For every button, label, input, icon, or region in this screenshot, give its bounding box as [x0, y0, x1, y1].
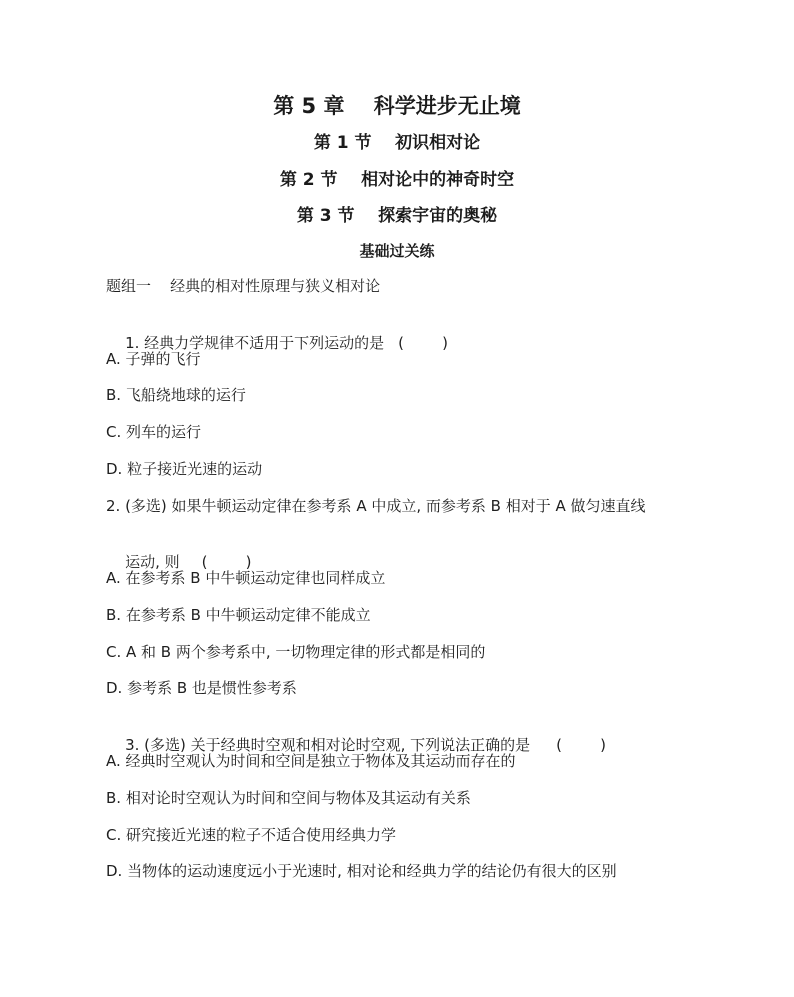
q1-option-d: D. 粒子接近光速的运动	[106, 460, 263, 478]
q1-option-c: C. 列车的运行	[106, 423, 202, 441]
practice-subtitle: 基础过关练	[359, 242, 435, 260]
q3-option-a: A. 经典时空观认为时间和空间是独立于物体及其运动而存在的	[106, 752, 516, 770]
q3-option-c: C. 研究接近光速的粒子不适合使用经典力学	[106, 826, 397, 844]
question-group-title: 题组一 经典的相对性原理与狭义相对论	[106, 277, 381, 295]
section-title-3: 第 3 节 探索宇宙的奥秘	[296, 206, 498, 226]
section-title-2: 第 2 节 相对论中的神奇时空	[279, 170, 515, 190]
q3-option-d: D. 当物体的运动速度远小于光速时, 相对论和经典力学的结论仍有很大的区别	[106, 862, 617, 880]
question-2-text: 运动, 则	[125, 553, 180, 571]
q3-option-b: B. 相对论时空观认为时间和空间与物体及其运动有关系	[106, 789, 471, 807]
question-3-text: 3. (多选) 关于经典时空观和相对论时空观, 下列说法正确的是	[125, 736, 531, 754]
question-2-stem-line-1: 2. (多选) 如果牛顿运动定律在参考系 A 中成立, 而参考系 B 相对于 A 做匀速直线	[106, 497, 646, 515]
answer-blank: ( )	[398, 334, 449, 352]
q1-option-a: A. 子弹的飞行	[106, 350, 201, 368]
question-1-text: 1. 经典力学规律不适用于下列运动的是	[125, 334, 385, 352]
chapter-title: 第 5 章 科学进步无止境	[273, 94, 521, 118]
q2-option-a: A. 在参考系 B 中牛顿运动定律也同样成立	[106, 569, 386, 587]
q2-option-d: D. 参考系 B 也是惯性参考系	[106, 679, 297, 697]
answer-blank: ( )	[556, 736, 607, 754]
q2-option-c: C. A 和 B 两个参考系中, 一切物理定律的形式都是相同的	[106, 643, 486, 661]
answer-blank: ( )	[201, 553, 252, 571]
section-title-1: 第 1 节 初识相对论	[313, 133, 481, 153]
q2-option-b: B. 在参考系 B 中牛顿运动定律不能成立	[106, 606, 371, 624]
q1-option-b: B. 飞船绕地球的运行	[106, 386, 246, 404]
